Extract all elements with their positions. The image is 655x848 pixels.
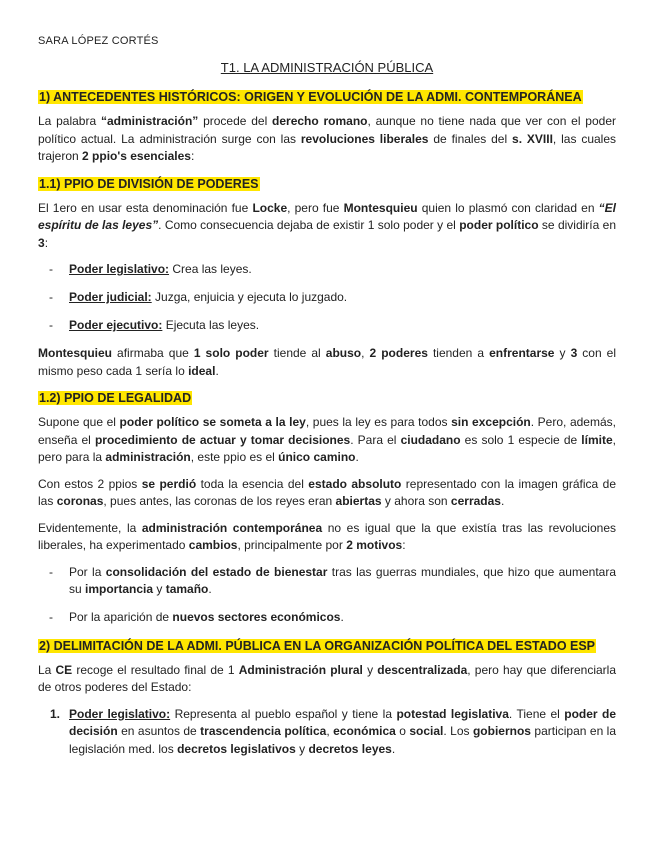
text-bold: ideal xyxy=(188,363,216,378)
text-bold: administración contemporánea xyxy=(141,520,323,535)
text-run: La palabra xyxy=(38,114,101,128)
text-run: y ahora son xyxy=(381,494,451,508)
text-bold: 2 ppio's esenciales xyxy=(82,149,191,163)
text-run: participan en la legislación med. los xyxy=(69,724,617,756)
section-1-1-heading-text: 1.1) PPIO DE DIVISIÓN DE PODERES xyxy=(39,176,259,191)
text-bold: 3 xyxy=(38,235,45,250)
text-bold: abuso xyxy=(325,346,362,360)
text-run: , principalmente por xyxy=(237,538,347,552)
list-item xyxy=(38,706,616,759)
text-run: , pues antes, las coronas de los reyes eran xyxy=(103,494,336,508)
text-run: Por la xyxy=(69,564,106,579)
text-run: se dividiría en xyxy=(538,218,616,232)
text-run: : xyxy=(190,149,195,163)
section-1-1-conclusion xyxy=(38,345,616,380)
text-run: y xyxy=(362,662,378,677)
section-1-2-heading xyxy=(38,389,616,407)
text-run: tras las guerras mundiales, que hizo que aumentara su xyxy=(69,564,616,596)
text-run: , xyxy=(361,346,370,360)
text-run: La xyxy=(38,662,56,677)
text-run: y xyxy=(153,581,166,596)
text-bold: Montesquieu xyxy=(38,346,112,360)
text-run: . Como consecuencia dejaba de existir 1 solo poder y el xyxy=(158,218,460,232)
list-text: Ejecuta las leyes. xyxy=(162,318,260,332)
bullet-dash: - xyxy=(49,318,53,332)
text-bold: estado absoluto xyxy=(308,476,402,491)
text-run: Supone que el xyxy=(38,415,120,429)
text-run: , pues la ley es para todos xyxy=(305,415,452,429)
author-name: SARA LÓPEZ CORTÉS xyxy=(38,35,159,47)
text-bold: poder político xyxy=(459,218,539,232)
text-bold: Locke xyxy=(252,200,288,215)
text-run: y xyxy=(295,741,309,756)
text-bold: cambios xyxy=(188,538,238,552)
text-bold: gobiernos xyxy=(472,724,531,738)
text-bold: poder de decisión xyxy=(69,706,617,738)
text-run: . xyxy=(340,609,344,624)
text-run: . Pero, además, enseña el xyxy=(38,415,616,447)
text-run: , pero para la xyxy=(38,432,616,464)
text-run: . xyxy=(391,741,396,756)
text-run: no es igual que la que existía tras las revoluciones liberales, ha experimentado xyxy=(38,520,616,552)
text-bold: único camino xyxy=(278,450,356,464)
text-run: Representa al pueblo español y tiene la xyxy=(170,706,397,721)
bullet-dash: - xyxy=(49,609,53,624)
list-term: Poder legislativo: xyxy=(69,706,171,721)
list-item xyxy=(38,564,616,598)
text-bold: límite xyxy=(581,432,613,447)
section-2-heading-text: 2) DELIMITACIÓN DE LA ADMI. PÚBLICA EN LA ORGANIZACIÓN POLÍTICA DEL ESTADO ESP xyxy=(39,638,596,653)
text-bold: revoluciones liberales xyxy=(300,131,429,146)
text-bold: 3 xyxy=(570,346,578,360)
bullet-dash: - xyxy=(49,262,53,276)
bullet-dash: - xyxy=(49,290,53,304)
text-bold: abiertas xyxy=(335,494,382,508)
text-run: , aunque no tiene nada que ver con el poder político actual. La administración surge con las xyxy=(38,114,616,146)
list-term: Poder judicial: xyxy=(69,290,152,304)
state-powers-list xyxy=(38,706,616,759)
section-1-heading-text: 1) ANTECEDENTES HISTÓRICOS: ORIGEN Y EVOLUCIÓN DE LA ADMI. CONTEMPORÁNEA xyxy=(39,90,582,104)
text-bold: Montesquieu xyxy=(343,200,418,215)
text-bold: coronas xyxy=(56,494,104,508)
text-run: . xyxy=(355,450,359,464)
bullet-number: 1. xyxy=(50,706,61,721)
text-bold: procedimiento de actuar y tomar decisiones xyxy=(94,432,351,447)
text-run: . Para el xyxy=(350,432,401,447)
section-1-paragraph xyxy=(38,113,616,166)
text-bold: administración xyxy=(105,450,191,464)
text-bold: se perdió xyxy=(141,476,197,491)
text-run: toda la esencia del xyxy=(196,476,309,491)
text-run: : xyxy=(402,538,406,552)
text-run: . Los xyxy=(443,724,473,738)
text-bold: consolidación del estado de bienestar xyxy=(105,564,328,579)
bullet-dash: - xyxy=(49,564,53,579)
section-1-2-paragraph-2 xyxy=(38,476,616,511)
text-run: tienden a xyxy=(427,346,490,360)
section-1-2-heading-text: 1.2) PPIO DE LEGALIDAD xyxy=(39,391,192,405)
text-bold: potestad legislativa xyxy=(396,706,509,721)
text-run: representado con la imagen gráfica de las xyxy=(38,476,616,508)
document-page xyxy=(38,34,616,758)
list-text: Juzga, enjuicia y ejecuta lo juzgado. xyxy=(151,290,348,304)
text-run: en asuntos de xyxy=(117,724,201,738)
changes-list xyxy=(38,564,616,626)
section-1-1-heading xyxy=(38,175,616,193)
text-bold: sin excepción xyxy=(451,415,531,429)
list-item xyxy=(38,261,616,278)
text-bold-italic: “El espíritu de las leyes” xyxy=(38,200,616,232)
text-bold: Administración plural xyxy=(238,662,363,677)
text-bold: CE xyxy=(55,662,73,677)
text-bold: nuevos sectores económicos xyxy=(172,609,341,624)
text-run: Con estos 2 ppios xyxy=(38,476,142,491)
list-item xyxy=(38,609,616,626)
text-run: afirmaba que xyxy=(112,346,194,360)
text-run: recoge el resultado final de 1 xyxy=(72,662,239,677)
text-bold: cerradas xyxy=(450,494,501,508)
text-run: quien lo plasmó con claridad en xyxy=(417,200,599,215)
text-run: . xyxy=(500,494,505,508)
text-bold: económica xyxy=(333,724,396,738)
text-run: , xyxy=(326,724,334,738)
text-run: Evidentemente, la xyxy=(38,520,142,535)
text-run: . xyxy=(208,581,212,596)
text-bold: tamaño xyxy=(165,581,209,596)
text-bold: trascendencia política xyxy=(200,724,327,738)
section-2-paragraph xyxy=(38,662,616,697)
list-item xyxy=(38,317,616,334)
text-bold: poder político se someta a la ley xyxy=(119,415,306,429)
section-2-heading xyxy=(38,637,616,655)
text-run: Por la aparición de xyxy=(69,609,173,624)
text-bold: enfrentarse xyxy=(489,346,555,360)
powers-list xyxy=(38,261,616,334)
text-bold: importancia xyxy=(85,581,154,596)
text-run: con el mismo peso cada 1 sería lo xyxy=(38,346,617,378)
text-bold: “administración” xyxy=(100,114,199,128)
text-bold: 1 solo poder xyxy=(193,346,269,360)
list-term: Poder ejecutivo: xyxy=(69,318,163,332)
text-run: , este ppio es el xyxy=(190,450,279,464)
text-bold: derecho romano xyxy=(272,114,368,128)
text-run: procede del xyxy=(198,114,273,128)
text-bold: descentralizada xyxy=(377,662,468,677)
text-bold: decretos leyes xyxy=(308,741,392,756)
text-run: , pero fue xyxy=(287,200,344,215)
text-run: . xyxy=(215,363,219,378)
section-1-2-paragraph-1 xyxy=(38,414,616,467)
text-bold: 2 poderes xyxy=(369,346,428,360)
text-run: de finales del xyxy=(428,131,513,146)
list-text: Crea las leyes. xyxy=(169,262,252,276)
list-item xyxy=(38,289,616,306)
text-run: . Tiene el xyxy=(508,706,565,721)
document-title: T1. LA ADMINISTRACIÓN PÚBLICA xyxy=(220,60,434,75)
text-bold: ciudadano xyxy=(400,432,461,447)
text-run: , pero hay que diferenciarla de otros poderes del Estado: xyxy=(38,662,616,694)
text-run: El 1ero en usar esta denominación fue xyxy=(38,200,253,215)
text-run: y xyxy=(554,346,571,360)
text-run: es solo 1 especie de xyxy=(460,432,582,447)
text-run: tiende al xyxy=(268,346,326,360)
text-bold: social xyxy=(409,724,444,738)
section-1-2-paragraph-3 xyxy=(38,520,616,555)
text-bold: 2 motivos xyxy=(346,538,403,552)
section-1-heading xyxy=(38,88,616,106)
text-run: , las cuales trajeron xyxy=(38,131,617,163)
text-run: : xyxy=(44,235,49,250)
section-1-1-paragraph xyxy=(38,200,616,253)
text-run: o xyxy=(395,724,410,738)
text-bold: s. XVIII xyxy=(512,131,553,146)
text-bold: decretos legislativos xyxy=(177,741,296,756)
list-term: Poder legislativo: xyxy=(69,262,170,276)
